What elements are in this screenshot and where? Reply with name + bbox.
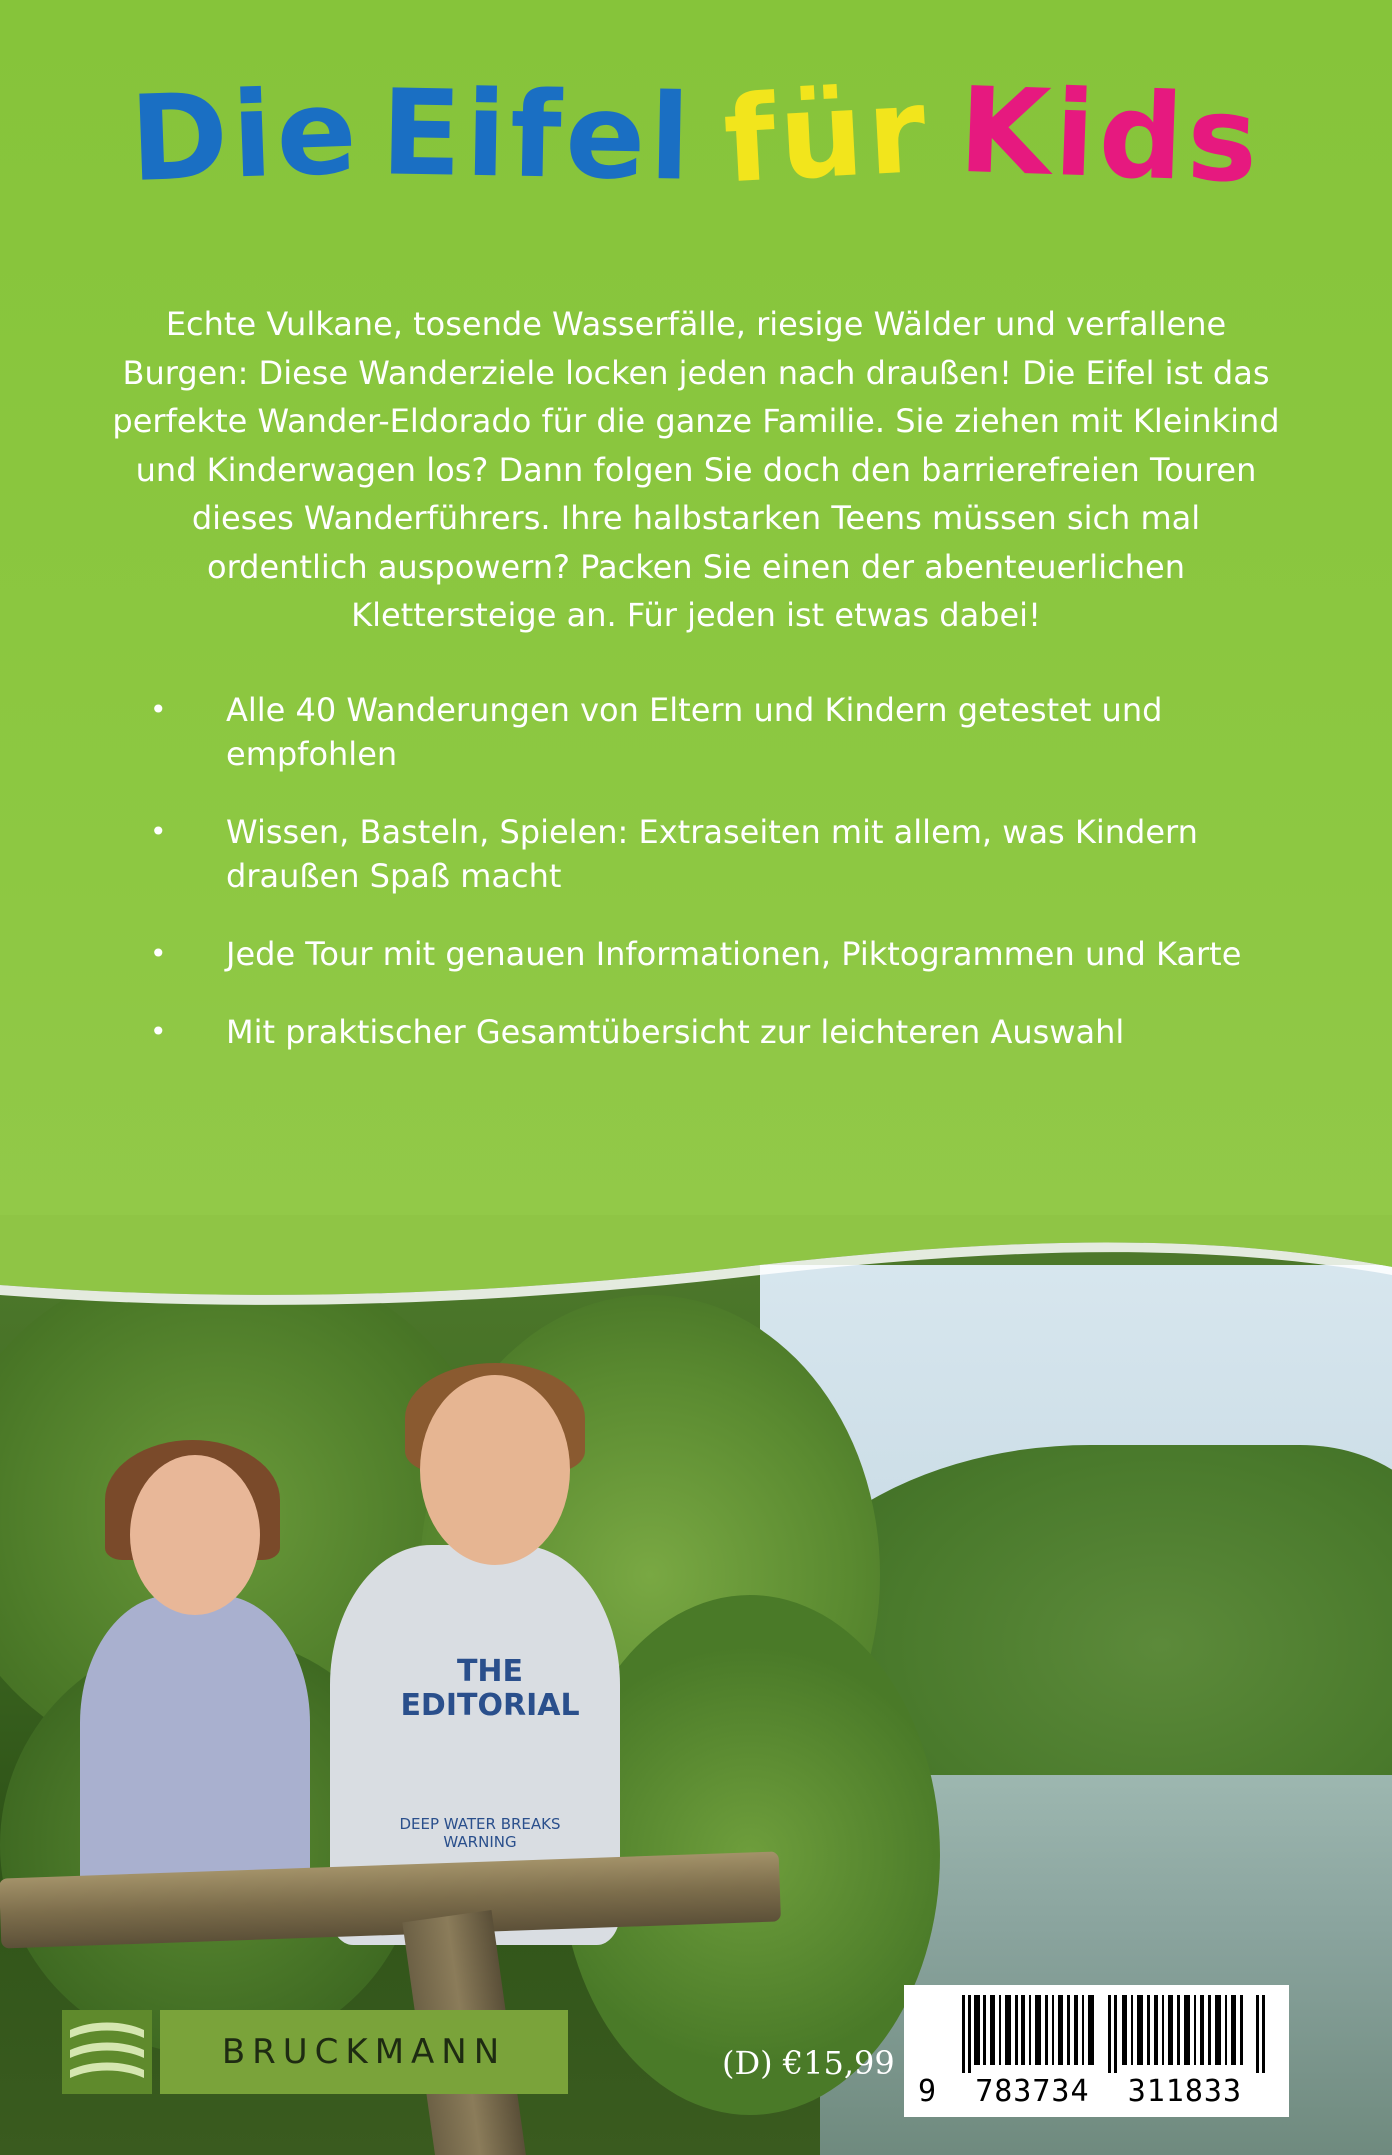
cover-title	[0, 60, 1392, 210]
photo-girl-face	[130, 1455, 260, 1615]
title-word-fuer: für	[720, 60, 933, 210]
isbn-prefix: 9	[918, 2074, 938, 2109]
barcode-icon	[962, 1995, 1272, 2073]
wave-divider	[0, 1215, 1392, 1335]
price-label: (D) €15,99	[722, 2044, 895, 2082]
bruckmann-logo-icon	[62, 2010, 152, 2094]
isbn-number	[918, 2074, 1278, 2109]
feature-item: • Alle 40 Wanderungen von Eltern und Kindern getestet und empfohlen	[150, 688, 1270, 776]
isbn-end: 311833	[1127, 2074, 1243, 2109]
feature-list	[150, 688, 1270, 1088]
publisher-name: BRUCKMANN	[160, 2010, 568, 2094]
blurb-text: Echte Vulkane, tosende Wasserfälle, riesige Wälder und verfallene Burgen: Diese Wanderziele locken jeden nach draußen! Die Eifel ist das perfekte Wander-Eldorado für die ganze Familie. Sie ziehen mit Kleinkind und Kinderwagen los? Dann folgen Sie doch den barrierefreien Touren dieses Wanderführers. Ihre halbstarken Teens müssen sich mal ordentlich auspowern? Packen Sie einen der abenteuerlichen Klettersteige an. Für jeden ist etwas dabei!	[112, 305, 1280, 634]
title-word-die: Die	[127, 62, 364, 208]
feature-item: • Mit praktischer Gesamtübersicht zur leichteren Auswahl	[150, 1010, 1270, 1054]
photo-girl	[80, 1595, 310, 1915]
title-word-eifel: Eifel	[379, 63, 695, 207]
photo-boy-face	[420, 1375, 570, 1565]
isbn-middle: 783734	[975, 2074, 1090, 2109]
feature-item: • Jede Tour mit genauen Informationen, Piktogrammen und Karte	[150, 932, 1270, 976]
shirt-print-small: DEEP WATER BREAKS WARNING	[399, 1815, 561, 1851]
title-word-kids: Kids	[956, 60, 1265, 210]
feature-item: • Wissen, Basteln, Spielen: Extraseiten mit allem, was Kindern draußen Spaß macht	[150, 810, 1270, 898]
shirt-print-text: THE EDITORIAL	[400, 1654, 580, 1723]
